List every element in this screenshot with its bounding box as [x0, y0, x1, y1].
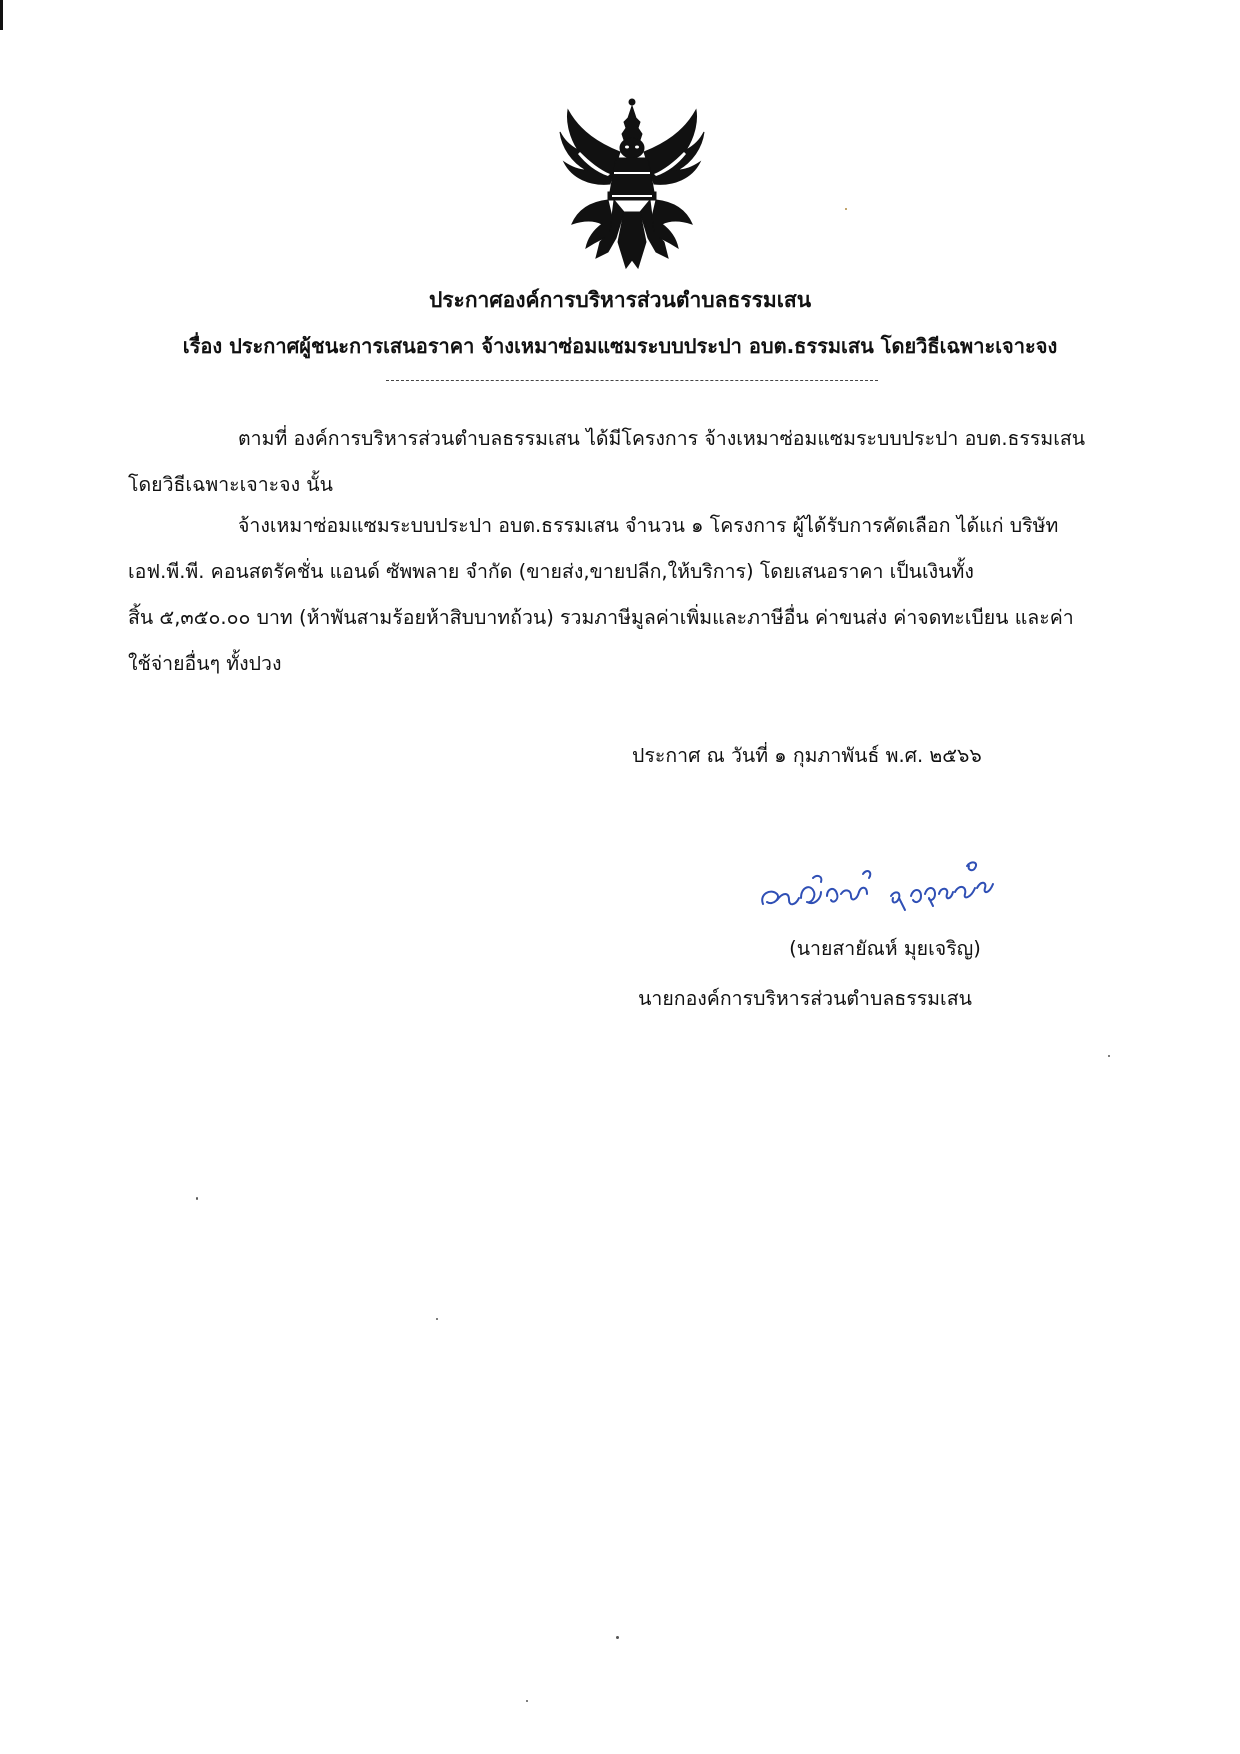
- paragraph-2-line-2: เอฟ.พี.พี. คอนสตรัคชั่น แอนด์ ซัพพลาย จำกัด (ขายส่ง,ขายปลีก,ให้บริการ) โดยเสนอราคา เป็นเงินทั้ง: [128, 560, 974, 583]
- scan-speck: [196, 1197, 198, 1200]
- scan-speck: [1108, 1055, 1110, 1057]
- signer-name: (นายสายัณห์ มุยเจริญ): [789, 937, 981, 960]
- paragraph-2-line-4: ใช้จ่ายอื่นๆ ทั้งปวง: [128, 652, 282, 675]
- paragraph-1-line-2: โดยวิธีเฉพาะเจาะจง นั้น: [128, 473, 333, 496]
- scan-speck: [526, 1700, 528, 1702]
- scan-speck: [845, 208, 847, 210]
- signer-name-row: [0, 935, 1240, 963]
- announcement-date: ประกาศ ณ วันที่ ๑ กุมภาพันธ์ พ.ศ. ๒๕๖๖: [632, 744, 982, 767]
- signer-position-row: [0, 985, 1240, 1013]
- document-title: ประกาศองค์การบริหารส่วนตำบลธรรมเสน: [428, 288, 812, 312]
- dashed-divider: [386, 380, 878, 381]
- paragraph-2-line-1: จ้างเหมาซ่อมแซมระบบประปา อบต.ธรรมเสน จำนวน ๑ โครงการ ผู้ได้รับการคัดเลือก ได้แก่ บริษัท: [238, 514, 1059, 537]
- document-subject: เรื่อง ประกาศผู้ชนะการเสนอราคา จ้างเหมาซ่อมแซมระบบประปา อบต.ธรรมเสน โดยวิธีเฉพาะเจาะจง: [182, 334, 1058, 358]
- garuda-emblem-icon: [550, 92, 714, 272]
- scan-speck: [616, 1636, 619, 1639]
- handwritten-signature: [755, 848, 1035, 920]
- signer-position: นายกองค์การบริหารส่วนตำบลธรรมเสน: [638, 987, 972, 1010]
- paragraph-1-line-1: ตามที่ องค์การบริหารส่วนตำบลธรรมเสน ได้มีโครงการ จ้างเหมาซ่อมแซมระบบประปา อบต.ธรรมเสน: [238, 427, 1086, 450]
- scan-speck: [436, 1318, 438, 1320]
- paragraph-2-line-3: สิ้น ๕,๓๕๐.๐๐ บาท (ห้าพันสามร้อยห้าสิบบาทถ้วน) รวมภาษีมูลค่าเพิ่มและภาษีอื่น ค่าขนส่ง ค่าจดทะเบียน และค่า: [128, 606, 1074, 629]
- scan-corner-mark: [0, 0, 3, 30]
